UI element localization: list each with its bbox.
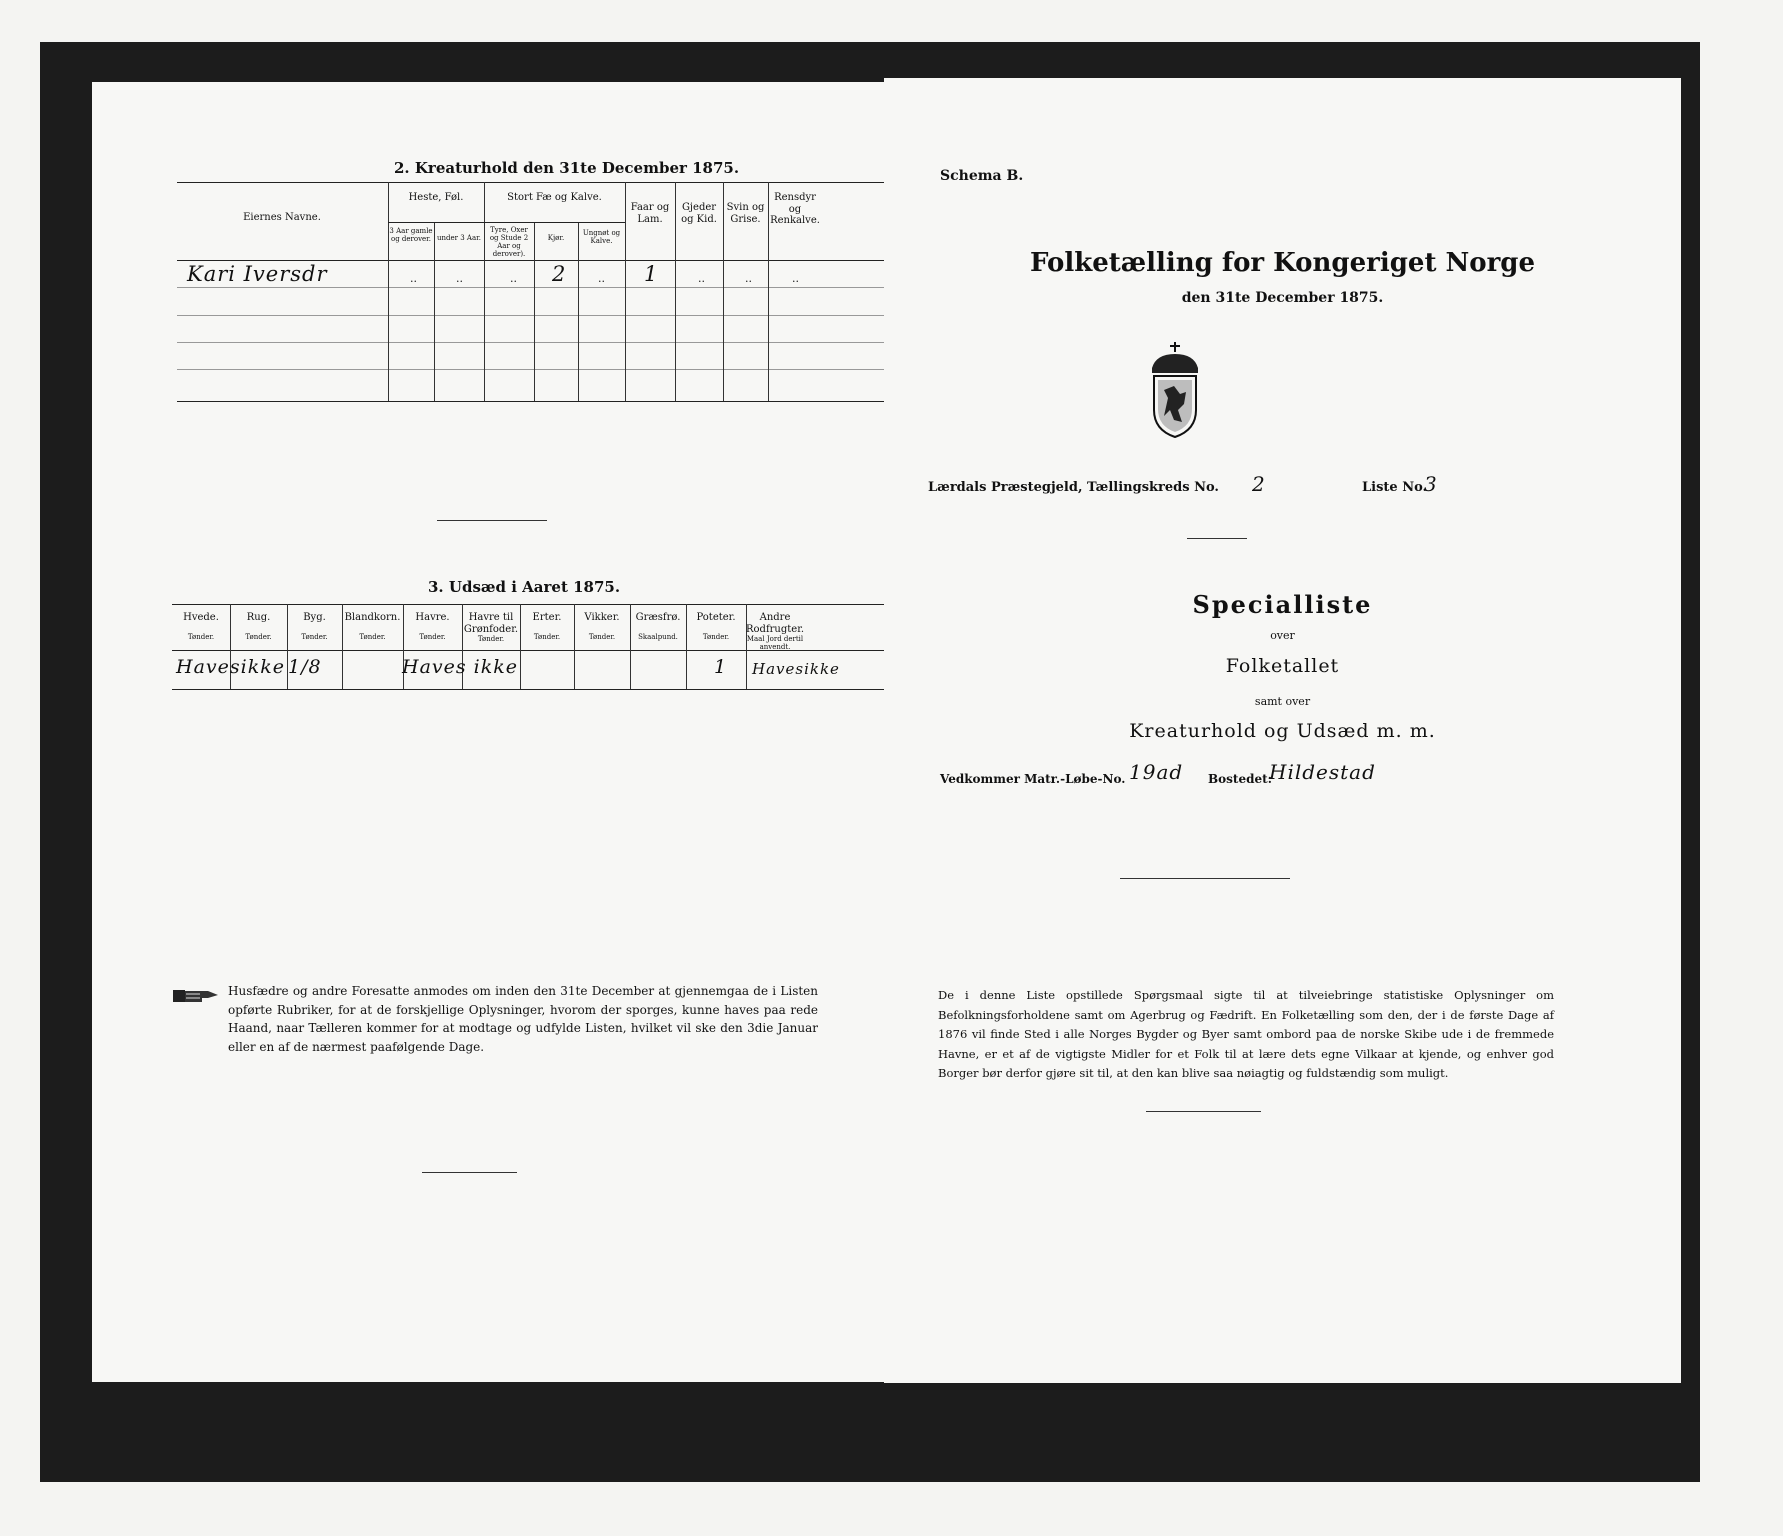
seed-potatoes: 1 (714, 656, 728, 678)
seed-none-2: Haves ikke (402, 656, 519, 678)
seed-col-header: Blandkorn. (344, 612, 401, 623)
seed-col-header: Havre til Grønfoder. (463, 612, 519, 635)
seed-col-unit: Tønder. (301, 633, 328, 641)
seed-col-header: Byg. (303, 612, 326, 623)
rule (177, 315, 897, 316)
kreaturhold-title: Kreaturhold og Udsæd m. m. (1129, 720, 1436, 742)
col-divider (434, 222, 435, 401)
specialliste-title: Specialliste (1192, 590, 1373, 619)
right-page (884, 78, 1681, 1383)
rule (177, 287, 897, 288)
cell-value: .. (456, 272, 463, 285)
separator (1187, 538, 1247, 539)
col-divider (578, 222, 579, 401)
seed-col-header: Andre Rodfrugter. (746, 612, 805, 635)
seed-col-unit: Tønder. (477, 635, 505, 643)
seed-none-1: Havesikke (176, 656, 285, 678)
seed-none-3: Havesikke (752, 660, 840, 678)
bostedet-label: Bostedet: (1208, 772, 1273, 786)
separator (1146, 1111, 1261, 1112)
owner-name: Kari Iversdr (187, 262, 328, 286)
seed-col-unit: Tønder. (359, 633, 386, 641)
sheep-count: 1 (644, 262, 659, 286)
hdr-cattle-c: Ungnøt og Kalve. (582, 229, 621, 246)
parish-label: Lærdals Præstegjeld, Tællingskreds No. (928, 480, 1219, 495)
rule (177, 342, 897, 343)
seed-col-header: Erter. (532, 612, 562, 623)
seed-col-unit: Tønder. (187, 633, 215, 641)
section2-title: 2. Kreaturhold den 31te December 1875. (394, 159, 740, 177)
hdr-cattle-a: Tyre, Oxer og Stude 2 Aar og derover). (489, 226, 529, 259)
instruction-note: Husfædre og andre Foresatte anmodes om inden den 31te December at gjennemgaa de i Listen opførte Rubriker, for at de forskjellige Oplysninger, hvorom der sporges, kunne haves paa rede Haand, naar Tælleren kommer for at modtage og udfylde Listen, hvilket vil ske den 3die Januar eller en af de nærmest paafølgende Dage. (228, 984, 818, 1054)
separator (422, 1172, 517, 1173)
hdr-horses-b: under 3 Aar. (437, 234, 481, 242)
separator (437, 520, 547, 521)
hdr-horses: Heste, Føl. (408, 192, 464, 203)
census-date: den 31te December 1875. (1181, 290, 1384, 306)
hdr-goats: Gjeder og Kid. (681, 202, 717, 225)
seed-col-header: Græsfrø. (635, 612, 681, 623)
district-no: 2 (1252, 472, 1266, 496)
hdr-pigs: Svin og Grise. (726, 202, 765, 225)
matr-label: Vedkommer Matr.-Løbe-No. (940, 772, 1126, 786)
folketallet-title: Folketallet (1225, 655, 1340, 677)
seed-col-unit: Maal Jord dertil anvendt. (746, 635, 804, 652)
pointing-hand-icon (172, 985, 222, 1007)
bottom-note: De i denne Liste opstillede Spørgsmaal sigte til at tilveiebringe statistiske Oplysninger om Befolkningsforholdene samt om Agerbrug og Fædrift. En Folketælling som den, der i de første Dage af 1876 vil finde Sted i alle Norges Bygder og Byer samt ombord paa de norske Skibe ude i de fremmede Havne, er et af de vigtigste Midler for et Folk til at lære dets egne Vilkaar at kjende, og enhver god Borger bør derfor gjøre sit til, at den kan blive saa nøiagtig og fuldstændig som muligt. (938, 988, 1554, 1081)
seed-col-header: Poteter. (696, 612, 736, 623)
cell-value: .. (598, 272, 605, 285)
col-divider (534, 222, 535, 401)
matr-no: 19ad (1129, 760, 1184, 784)
cell-value: .. (698, 272, 705, 285)
hdr-sheep: Faar og Lam. (630, 202, 670, 225)
seed-col-header: Rug. (246, 612, 271, 623)
rule (177, 260, 897, 261)
seed-barley: 1/8 (288, 656, 322, 678)
over-text: over (1270, 629, 1295, 642)
separator (1120, 878, 1290, 879)
bostedet-value: Hildestad (1269, 760, 1376, 784)
section3-title: 3. Udsæd i Aaret 1875. (428, 578, 621, 596)
hdr-horses-a: 3 Aar gamle og derover. (389, 227, 433, 244)
seed-col-unit: Tønder. (533, 633, 561, 641)
seed-col-unit: Skaalpund. (638, 633, 678, 641)
seed-col-header: Hvede. (183, 612, 219, 623)
seed-col-unit: Tønder. (245, 633, 272, 641)
hdr-cattle-b: Kjør. (547, 234, 565, 242)
col-divider (484, 182, 485, 401)
rule (177, 182, 897, 183)
coat-of-arms-icon (1140, 340, 1210, 440)
seed-col-unit: Tønder. (419, 633, 446, 641)
main-title: Folketælling for Kongeriget Norge (1029, 248, 1536, 278)
cell-value: .. (792, 272, 799, 285)
rule (177, 401, 897, 402)
rule (177, 369, 897, 370)
hdr-cattle: Stort Fæ og Kalve. (507, 192, 602, 203)
hdr-reindeer: Rensdyr og Renkalve. (770, 192, 820, 226)
seed-col-unit: Tønder. (588, 633, 616, 641)
samt-over-text: samt over (1254, 695, 1311, 708)
hdr-owner: Eiernes Navne. (243, 212, 321, 223)
scan-frame (40, 42, 1700, 1482)
seed-col-header: Havre. (415, 612, 450, 623)
seed-col-unit: Tønder. (702, 633, 730, 641)
cell-value: .. (510, 272, 517, 285)
left-page (92, 82, 919, 1382)
list-no: 3 (1424, 472, 1438, 496)
cell-value: .. (410, 272, 417, 285)
cell-value: .. (745, 272, 752, 285)
rule (172, 689, 897, 690)
cows-count: 2 (552, 262, 567, 286)
rule (172, 604, 897, 605)
rule (388, 222, 625, 223)
seed-col-header: Vikker. (584, 612, 620, 623)
list-label: Liste No. (1362, 480, 1428, 495)
schema-label: Schema B. (940, 168, 1024, 184)
col-divider (388, 182, 389, 401)
